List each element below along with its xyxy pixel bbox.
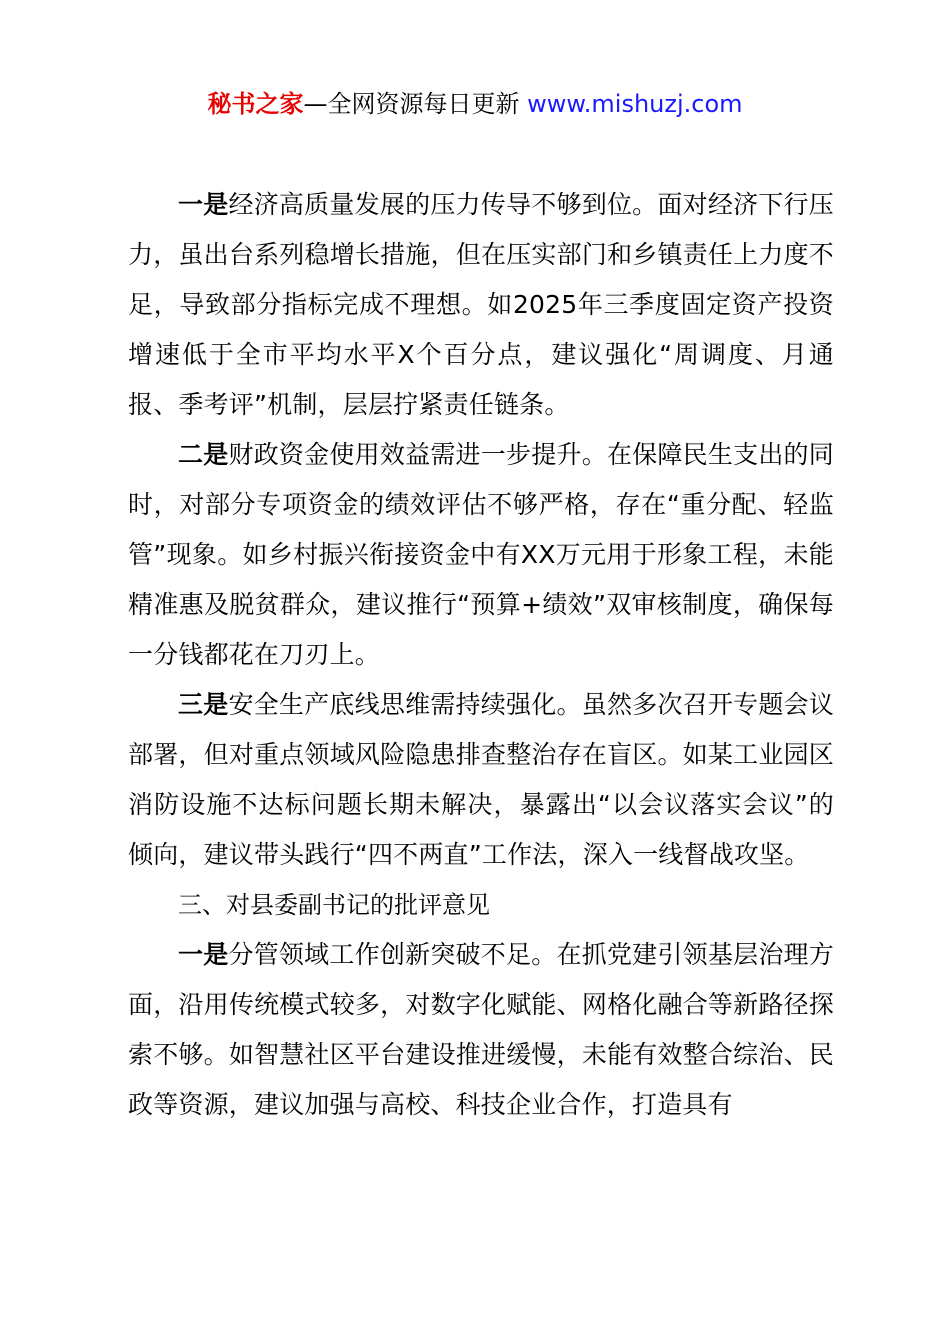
paragraph-text: 安全生产底线思维需持续强化。虽然多次召开专题会议部署，但对重点领域风险隐患排查整治存在盲区。如某工业园区消防设施不达标问题长期未解决，暴露出“以会议落实会议”的倾向，建议带头践行“四不两直”工作法，深入一线督战攻坚。: [128, 690, 834, 869]
header-tagline: —全网资源每日更新: [303, 90, 520, 118]
paragraph-lead: 三是: [178, 690, 229, 719]
brand-name: 秘书之家: [207, 90, 304, 118]
paragraph-lead: 一是: [178, 940, 229, 969]
paragraph-text: 经济高质量发展的压力传导不够到位。面对经济下行压力，虽出台系列稳增长措施，但在压实部门和乡镇责任上力度不足，导致部分指标完成不理想。如2025年三季度固定资产投资增速低于全市平均水平X个百分点，建议强化“周调度、月通报、季考评”机制，层层拧紧责任链条。: [128, 190, 834, 419]
paragraph-3: [128, 680, 834, 880]
paragraph-lead: 二是: [178, 440, 229, 469]
paragraph-2: [128, 430, 834, 680]
page-header: [0, 88, 950, 120]
paragraph-text: 财政资金使用效益需进一步提升。在保障民生支出的同时，对部分专项资金的绩效评估不够严格，存在“重分配、轻监管”现象。如乡村振兴衔接资金中有XX万元用于形象工程，未能精准惠及脱贫群众，建议推行“预算+绩效”双审核制度，确保每一分钱都花在刀刃上。: [128, 440, 834, 669]
section-heading: 三、对县委副书记的批评意见: [178, 891, 490, 919]
site-link[interactable]: www.mishuzj.com: [527, 90, 743, 118]
paragraph-text: 分管领域工作创新突破不足。在抓党建引领基层治理方面，沿用传统模式较多，对数字化赋能、网格化融合等新路径探索不够。如智慧社区平台建设推进缓慢，未能有效整合综治、民政等资源，建议加强与高校、科技企业合作，打造具有: [128, 940, 834, 1119]
paragraph-1: [128, 180, 834, 430]
paragraph-lead: 一是: [178, 190, 229, 219]
paragraph-4: [128, 930, 834, 1130]
document-body: [128, 180, 834, 1130]
